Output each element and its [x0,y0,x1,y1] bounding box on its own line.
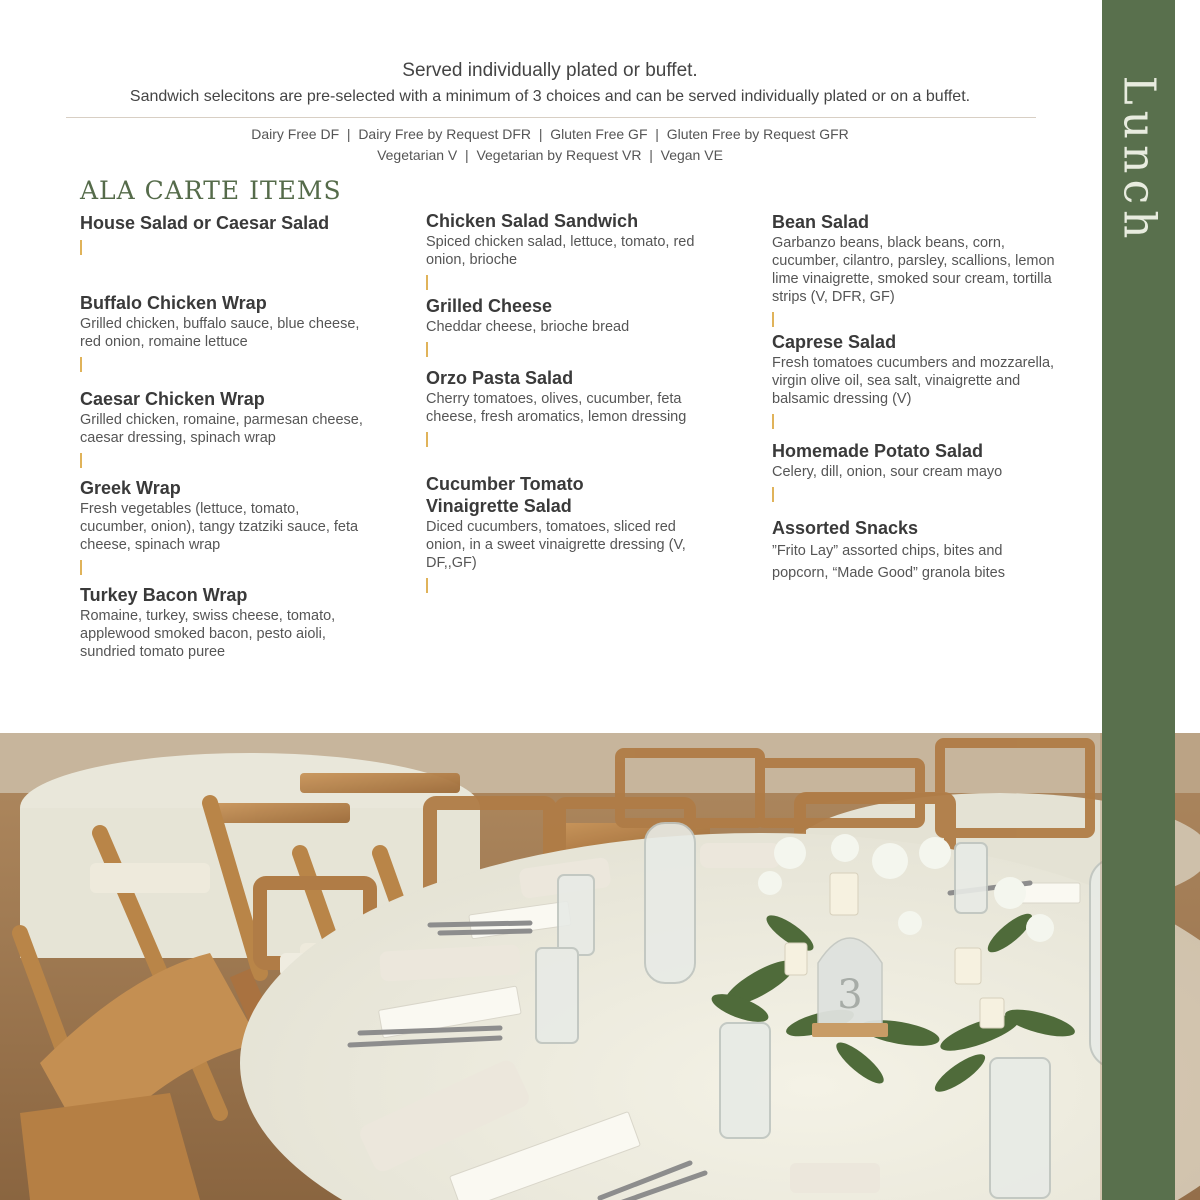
price-marker [426,578,428,593]
item-description: Fresh vegetables (lettuce, tomato, cucumber, onion), tangy tzatziki sauce, feta cheese, spinach wrap [80,501,359,553]
item-name: Greek Wrap [80,478,181,498]
section-title: ALA CARTE ITEMS [80,176,342,205]
menu-item [80,477,370,575]
item-description: Cheddar cheese, brioche bread [426,319,630,335]
price-marker [426,342,428,357]
menu-item [772,331,1062,429]
menu-item [426,367,716,447]
table-number: 3 [837,972,863,1018]
item-name: House Salad or Caesar Salad [80,213,330,233]
item-description: Celery, dill, onion, sour cream mayo [772,464,1003,480]
item-name: Assorted Snacks [772,518,919,538]
banquet-table-photo [0,733,1200,1200]
menu-item [426,210,716,290]
item-name: Caprese Salad [772,332,897,352]
price-marker [772,414,774,429]
item-name: Turkey Bacon Wrap [80,585,248,605]
price-marker [772,487,774,502]
price-marker [426,432,428,447]
price-marker [80,357,82,372]
item-description: Grilled chicken, romaine, parmesan cheese, caesar dressing, spinach wrap [80,412,363,446]
menu-item [426,473,706,593]
price-marker [80,560,82,575]
section-sidebar [1102,0,1175,1200]
menu-item [426,295,716,357]
item-description: Grilled chicken, buffalo sauce, blue cheese, red onion, romaine lettuce [80,316,360,350]
menu-item [772,517,1047,584]
sidebar-title: Lunch [1113,75,1164,245]
item-name: Grilled Cheese [426,296,553,316]
item-name: Buffalo Chicken Wrap [80,293,267,313]
dietary-legend-line-1: Dairy Free DF | Dairy Free by Request DFR | Gluten Free GF | Gluten Free by Request GFR [251,126,849,142]
item-description: Garbanzo beans, black beans, corn, cucumber, cilantro, parsley, scallions, lemon lime vinaigrette, smoked sour cream, tortilla strips (V, DFR, GF) [772,235,1055,305]
item-name: Homemade Potato Salad [772,441,984,461]
menu-item [80,584,370,661]
item-name: Orzo Pasta Salad [426,368,574,388]
intro-line-1: Served individually plated or buffet. [402,60,698,81]
price-marker [772,312,774,327]
price-marker [80,453,82,468]
item-description: ”Frito Lay” assorted chips, bites and popcorn, “Made Good” granola bites [772,543,1005,581]
item-description: Cherry tomatoes, olives, cucumber, feta cheese, fresh aromatics, lemon dressing [426,391,687,425]
intro-line-2: Sandwich selecitons are pre-selected with a minimum of 3 choices and can be served individually plated or on a buffet. [129,88,971,105]
item-description: Spiced chicken salad, lettuce, tomato, red onion, brioche [426,234,695,268]
menu-item [772,440,1062,502]
divider [66,117,1036,118]
item-name: Bean Salad [772,212,870,232]
item-description: Diced cucumbers, tomatoes, sliced red onion, in a sweet vinaigrette dressing (V, DF,,GF) [426,519,686,571]
price-marker [426,275,428,290]
item-name: Cucumber Tomato Vinaigrette Salad [426,474,584,516]
menu-item [80,388,370,468]
menu-item [772,211,1062,327]
menu-item [80,292,370,372]
item-name: Chicken Salad Sandwich [426,211,639,231]
item-description: Romaine, turkey, swiss cheese, tomato, applewood smoked bacon, pesto aioli, sundried tomato puree [80,608,336,660]
menu-item [80,212,370,255]
dietary-legend-line-2: Vegetarian V | Vegetarian by Request VR | Vegan VE [377,147,723,163]
item-name: Caesar Chicken Wrap [80,389,265,409]
item-description: Fresh tomatoes cucumbers and mozzarella, virgin olive oil, sea salt, vinaigrette and balsamic dressing (V) [772,355,1055,407]
price-marker [80,240,82,255]
